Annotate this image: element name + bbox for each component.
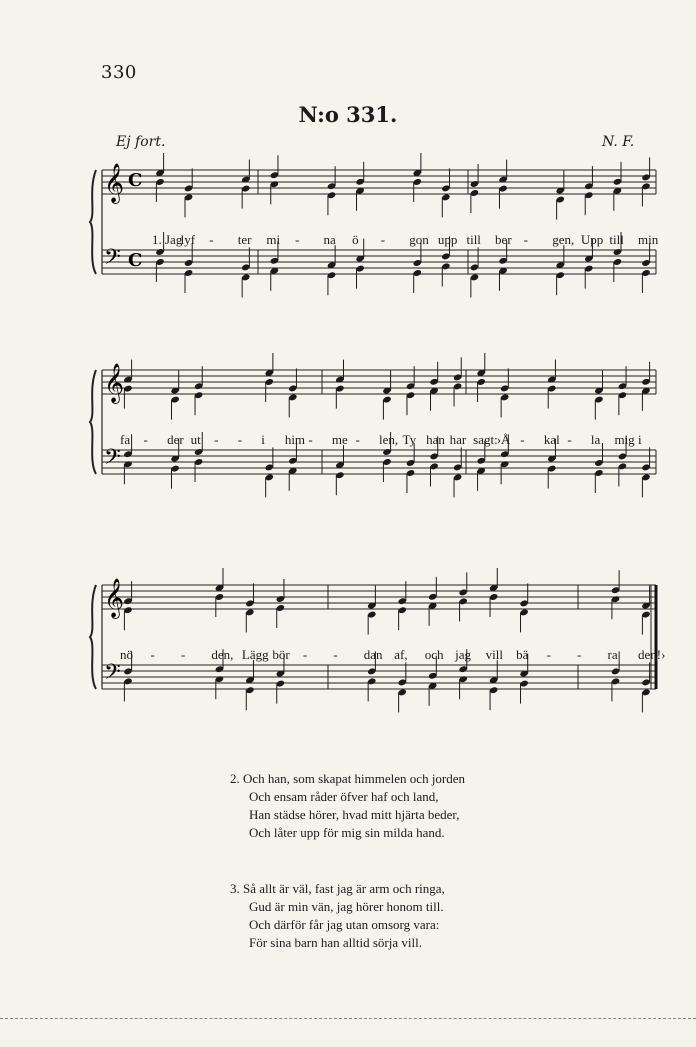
lyric-syllable: bä xyxy=(516,647,529,662)
lyric-syllable: - xyxy=(209,232,214,247)
lyric-syllable: Upp xyxy=(580,232,604,247)
lyric-syllable: - xyxy=(308,432,313,447)
lyric-syllable: kal xyxy=(543,432,560,447)
lyric-syllable: sagt: xyxy=(473,432,498,447)
lyric-syllable: har xyxy=(449,432,467,447)
lyric-syllable: mi xyxy=(266,232,281,247)
lyric-syllable: - xyxy=(577,647,582,662)
lyric-syllable: gen, xyxy=(552,232,575,247)
lyric-syllable: nö xyxy=(120,647,133,662)
lyric-syllable: jag xyxy=(455,647,472,662)
lyric-syllable: mig xyxy=(614,432,635,447)
lyric-syllable: der xyxy=(167,432,184,447)
verse-line: Och ensam råder öfver haf och land, xyxy=(249,789,439,804)
lyric-syllable: - xyxy=(333,647,338,662)
lyric-syllable: ö xyxy=(352,232,359,247)
lyric-syllable: - xyxy=(143,432,148,447)
system-brace xyxy=(90,585,96,689)
page-bottom-rule xyxy=(0,1018,696,1019)
lyric-syllable: vill xyxy=(485,647,503,662)
lyric-syllable: - xyxy=(546,647,551,662)
composer-initials: N. F. xyxy=(602,134,635,150)
lyric-syllable: bör xyxy=(272,647,290,662)
lyric-syllable: na xyxy=(323,232,336,247)
lyric-syllable: ter xyxy=(237,232,252,247)
verse-line: 2. Och han, som skapat himmelen och jorden xyxy=(230,771,466,786)
lyric-syllable: - xyxy=(520,432,525,447)
system-brace xyxy=(90,170,96,274)
lyric-syllable: Lägg xyxy=(241,647,269,662)
lyric-syllable: - xyxy=(180,647,186,662)
lyric-syllable: till xyxy=(466,232,481,247)
lyric-syllable: Ty xyxy=(402,432,417,447)
lyric-syllable: - xyxy=(302,647,308,662)
lyric-syllable: ›Å xyxy=(496,432,511,447)
lyric-syllable: af, xyxy=(394,647,408,662)
time-signature: C xyxy=(128,250,143,271)
verse-line: Och därför får jag utan omsorg vara: xyxy=(249,917,440,932)
treble-clef-icon: 𝄞 xyxy=(104,578,125,618)
verse-line: Gud är min vän, jag hörer honom till. xyxy=(249,899,444,914)
verse-line: Han städse hörer, hvad mitt hjärta beder, xyxy=(249,807,460,822)
music-system-3 xyxy=(88,575,666,725)
lyric-syllable: dan xyxy=(363,647,383,662)
hymn-number: N:o 331. xyxy=(298,102,398,127)
lyric-syllable: - xyxy=(355,432,360,447)
lyric-syllable: - xyxy=(294,232,300,247)
lyric-syllable: lyf xyxy=(180,232,196,247)
system-brace xyxy=(90,370,96,474)
lyric-syllable: och xyxy=(424,647,444,662)
lyric-syllable: ut xyxy=(190,432,201,447)
lyric-syllable: upp xyxy=(437,232,458,247)
time-signature: C xyxy=(128,170,143,191)
lyric-syllable: i xyxy=(261,432,265,447)
treble-clef-icon: 𝄞 xyxy=(104,163,125,203)
lyric-syllable: - xyxy=(567,432,572,447)
lyric-syllable: 1. Jag xyxy=(152,232,183,247)
page-number: 330 xyxy=(101,62,137,83)
verse-3 xyxy=(230,880,445,952)
lyric-syllable: - xyxy=(237,432,243,447)
lyric-syllable: min xyxy=(638,232,659,247)
lyric-syllable: till xyxy=(609,232,624,247)
lyric-syllable: den, xyxy=(211,647,234,662)
bass-clef-icon: 𝄢 xyxy=(104,245,121,275)
lyric-syllable: ra xyxy=(607,647,618,662)
treble-clef-icon: 𝄞 xyxy=(104,363,125,403)
verse-line: För sina barn han alltid sörja vill. xyxy=(249,935,422,950)
lyric-syllable: gon xyxy=(409,232,429,247)
lyric-syllable: - xyxy=(523,232,528,247)
lyric-syllable: me xyxy=(331,432,348,447)
lyric-syllable: i xyxy=(638,432,642,447)
lyric-syllable: fa xyxy=(120,432,131,447)
lyric-syllable: - xyxy=(150,647,155,662)
verse-line: Och låter upp för mig sin milda hand. xyxy=(249,825,445,840)
lyric-syllable: - xyxy=(380,232,386,247)
verse-2 xyxy=(230,770,465,842)
lyric-syllable: len, xyxy=(379,432,399,447)
bass-clef-icon: 𝄢 xyxy=(104,660,121,690)
lyric-syllable: him xyxy=(284,432,306,447)
bass-clef-icon: 𝄢 xyxy=(104,445,121,475)
lyric-syllable: han xyxy=(426,432,445,447)
lyric-syllable: - xyxy=(214,432,219,447)
tempo-marking: Ej fort. xyxy=(116,134,166,150)
music-system-2 xyxy=(88,360,656,510)
lyric-syllable: den!› xyxy=(638,647,666,662)
music-system-1 xyxy=(88,160,659,310)
verse-line: 3. Så allt är väl, fast jag är arm och ringa, xyxy=(230,881,445,896)
lyric-syllable: ber xyxy=(495,232,512,247)
lyric-syllable: la xyxy=(590,432,601,447)
